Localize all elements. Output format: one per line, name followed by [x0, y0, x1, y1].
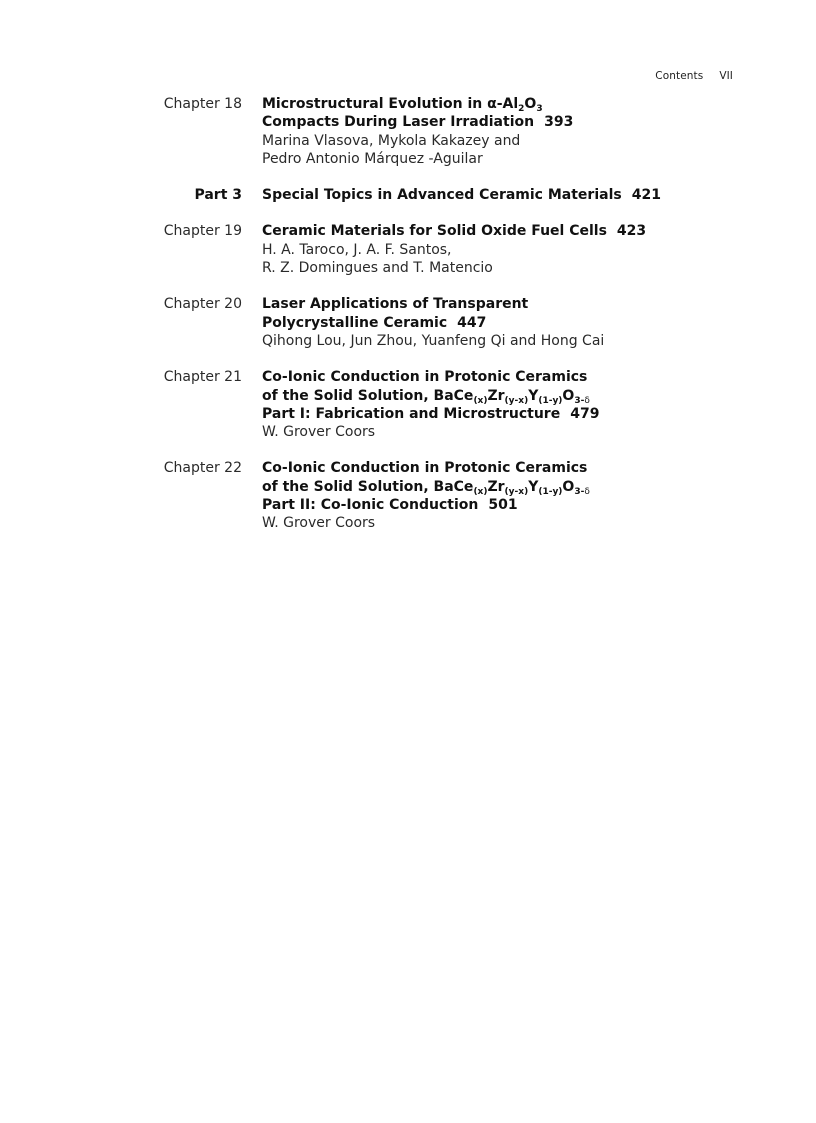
- entry-title: [262, 459, 722, 514]
- toc-entry[interactable]: [0, 95, 816, 168]
- toc-entry[interactable]: [0, 222, 816, 277]
- author-line: W. Grover Coors: [262, 515, 376, 532]
- page-folio: VII: [719, 70, 733, 82]
- entry-title-line: of the Solid Solution, $BaCe_{(x)}Zr_{(y-x)}Y_{(1-y)}O_{3-\delta}$: [262, 478, 590, 497]
- entry-authors: [262, 514, 722, 532]
- entry-body: [262, 368, 722, 441]
- chapter-label: Chapter 18: [163, 96, 242, 112]
- entry-title-line: of the Solid Solution, $BaCe_{(x)}Zr_{(y-x)}Y_{(1-y)}O_{3-\delta}$: [262, 387, 590, 406]
- entry-title-line: Co-Ionic Conduction in Protonic Ceramics: [262, 369, 588, 386]
- author-line: H. A. Taroco, J. A. F. Santos,: [262, 241, 452, 258]
- toc-entry[interactable]: [0, 295, 816, 350]
- page-number[interactable]: 501: [488, 497, 518, 514]
- entry-title-line: Ceramic Materials for Solid Oxide Fuel Cells 423: [262, 223, 647, 240]
- entry-title: [262, 186, 722, 204]
- table-of-contents: [0, 95, 816, 551]
- entry-title-line: Compacts During Laser Irradiation 393: [262, 114, 574, 131]
- entry-title: [262, 368, 722, 423]
- entry-title-line: Special Topics in Advanced Ceramic Materials 421: [262, 187, 661, 204]
- running-head: [655, 70, 733, 82]
- entry-authors: [262, 332, 722, 350]
- entry-authors: [262, 423, 722, 441]
- entry-body: [262, 186, 722, 204]
- entry-title-line: Microstructural Evolution in $\alpha-Al_2O_3$: [262, 96, 543, 114]
- entry-title: [262, 222, 722, 240]
- part-label: Part 3: [194, 187, 242, 204]
- chapter-label: Chapter 21: [163, 369, 242, 386]
- page-number[interactable]: 447: [457, 314, 487, 331]
- page-number[interactable]: 421: [631, 187, 661, 204]
- entry-title-line: Co-Ionic Conduction in Protonic Ceramics: [262, 460, 588, 477]
- entry-body: [262, 222, 722, 277]
- toc-entry[interactable]: [0, 459, 816, 532]
- author-line: Pedro Antonio Márquez -Aguilar: [262, 150, 483, 167]
- entry-authors: [262, 132, 722, 169]
- entry-title-line: Laser Applications of Transparent: [262, 296, 529, 313]
- entry-title-line: Part II: Co-Ionic Conduction 501: [262, 497, 518, 514]
- entry-body: [262, 95, 722, 168]
- entry-title: [262, 295, 722, 332]
- entry-authors: [262, 241, 722, 278]
- author-line: Marina Vlasova, Mykola Kakazey and: [262, 132, 521, 149]
- toc-entry[interactable]: [0, 368, 816, 441]
- entry-title-line: Polycrystalline Ceramic 447: [262, 314, 487, 331]
- chapter-label: Chapter 19: [163, 223, 242, 240]
- page-number[interactable]: 479: [570, 405, 600, 422]
- page-number[interactable]: 393: [544, 114, 574, 131]
- page-number[interactable]: 423: [616, 223, 647, 240]
- entry-title-line: Part I: Fabrication and Microstructure 479: [262, 405, 600, 422]
- chapter-label: Chapter 22: [163, 460, 242, 477]
- entry-body: [262, 459, 722, 532]
- author-line: W. Grover Coors: [262, 424, 376, 441]
- author-line: Qihong Lou, Jun Zhou, Yuanfeng Qi and Hong Cai: [262, 332, 605, 349]
- running-head-section: Contents: [655, 70, 704, 82]
- toc-entry[interactable]: [0, 186, 816, 204]
- chapter-label: Chapter 20: [163, 296, 242, 313]
- entry-title: [262, 95, 722, 132]
- entry-body: [262, 295, 722, 350]
- author-line: R. Z. Domingues and T. Matencio: [262, 260, 493, 277]
